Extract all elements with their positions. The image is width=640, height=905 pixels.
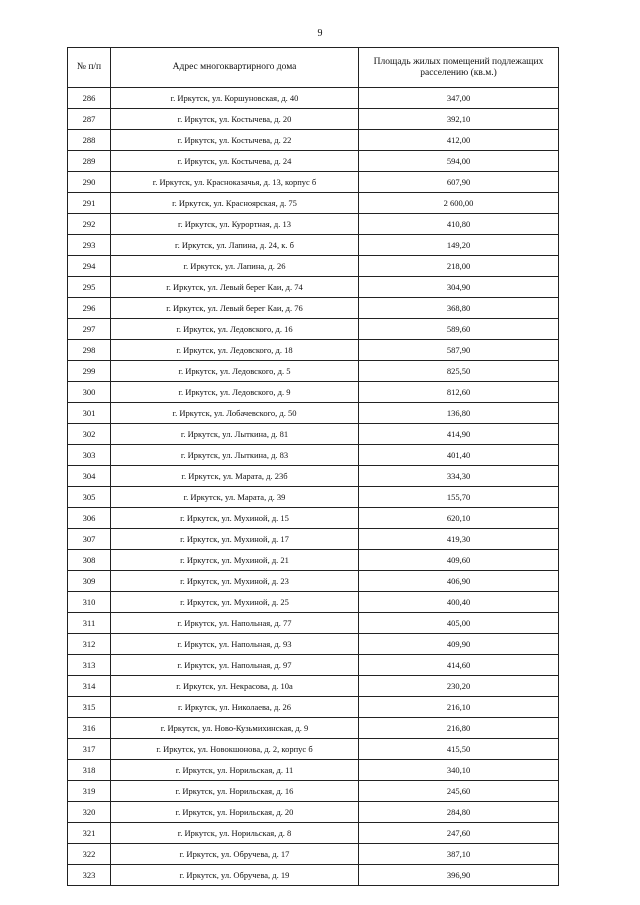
row-address: г. Иркутск, ул. Ледовского, д. 18	[111, 340, 359, 361]
row-number: 306	[68, 508, 111, 529]
row-number: 317	[68, 739, 111, 760]
table-row	[68, 529, 559, 550]
row-address: г. Иркутск, ул. Норильская, д. 11	[111, 760, 359, 781]
row-area: 812,60	[359, 382, 559, 403]
row-area: 825,50	[359, 361, 559, 382]
row-address: г. Иркутск, ул. Левый берег Каи, д. 74	[111, 277, 359, 298]
row-number: 289	[68, 151, 111, 172]
row-number: 314	[68, 676, 111, 697]
row-area: 594,00	[359, 151, 559, 172]
row-area: 2 600,00	[359, 193, 559, 214]
row-address: г. Иркутск, ул. Новокшонова, д. 2, корпус б	[111, 739, 359, 760]
row-address: г. Иркутск, ул. Костычева, д. 20	[111, 109, 359, 130]
header-row	[68, 48, 559, 88]
row-number: 305	[68, 487, 111, 508]
row-area: 392,10	[359, 109, 559, 130]
row-number: 311	[68, 613, 111, 634]
row-number: 294	[68, 256, 111, 277]
row-number: 318	[68, 760, 111, 781]
row-address: г. Иркутск, ул. Мухиной, д. 17	[111, 529, 359, 550]
row-number: 301	[68, 403, 111, 424]
header-number: № п/п	[68, 48, 111, 88]
row-number: 312	[68, 634, 111, 655]
row-area: 410,80	[359, 214, 559, 235]
row-number: 309	[68, 571, 111, 592]
row-area: 155,70	[359, 487, 559, 508]
row-number: 321	[68, 823, 111, 844]
table-row	[68, 466, 559, 487]
row-number: 291	[68, 193, 111, 214]
row-number: 295	[68, 277, 111, 298]
table-row	[68, 130, 559, 151]
row-address: г. Иркутск, ул. Костычева, д. 22	[111, 130, 359, 151]
row-number: 308	[68, 550, 111, 571]
row-area: 368,80	[359, 298, 559, 319]
table-row	[68, 592, 559, 613]
table-row	[68, 508, 559, 529]
row-address: г. Иркутск, ул. Напольная, д. 97	[111, 655, 359, 676]
row-address: г. Иркутск, ул. Николаева, д. 26	[111, 697, 359, 718]
row-address: г. Иркутск, ул. Красноказачья, д. 13, корпус б	[111, 172, 359, 193]
row-area: 414,60	[359, 655, 559, 676]
row-address: г. Иркутск, ул. Напольная, д. 93	[111, 634, 359, 655]
row-area: 412,00	[359, 130, 559, 151]
row-address: г. Иркутск, ул. Норильская, д. 8	[111, 823, 359, 844]
row-address: г. Иркутск, ул. Норильская, д. 16	[111, 781, 359, 802]
table-row	[68, 340, 559, 361]
table-row	[68, 676, 559, 697]
table-row	[68, 319, 559, 340]
row-area: 136,80	[359, 403, 559, 424]
table-row	[68, 781, 559, 802]
row-area: 304,90	[359, 277, 559, 298]
table-row	[68, 193, 559, 214]
row-number: 298	[68, 340, 111, 361]
row-area: 245,60	[359, 781, 559, 802]
table-row	[68, 655, 559, 676]
row-area: 589,60	[359, 319, 559, 340]
row-area: 218,00	[359, 256, 559, 277]
table-row	[68, 256, 559, 277]
row-area: 409,60	[359, 550, 559, 571]
row-address: г. Иркутск, ул. Ледовского, д. 9	[111, 382, 359, 403]
table-row	[68, 151, 559, 172]
row-address: г. Иркутск, ул. Ледовского, д. 16	[111, 319, 359, 340]
row-address: г. Иркутск, ул. Некрасова, д. 10а	[111, 676, 359, 697]
table-row	[68, 571, 559, 592]
row-number: 296	[68, 298, 111, 319]
table-row	[68, 550, 559, 571]
row-number: 319	[68, 781, 111, 802]
table-header	[68, 48, 559, 88]
row-number: 300	[68, 382, 111, 403]
table-row	[68, 760, 559, 781]
row-number: 320	[68, 802, 111, 823]
row-address: г. Иркутск, ул. Красноярская, д. 75	[111, 193, 359, 214]
row-address: г. Иркутск, ул. Мухиной, д. 21	[111, 550, 359, 571]
table-row	[68, 613, 559, 634]
row-address: г. Иркутск, ул. Ледовского, д. 5	[111, 361, 359, 382]
table-row	[68, 802, 559, 823]
row-area: 230,20	[359, 676, 559, 697]
row-number: 316	[68, 718, 111, 739]
row-area: 587,90	[359, 340, 559, 361]
row-address: г. Иркутск, ул. Обручева, д. 19	[111, 865, 359, 886]
row-number: 303	[68, 445, 111, 466]
row-number: 302	[68, 424, 111, 445]
row-area: 419,30	[359, 529, 559, 550]
row-number: 307	[68, 529, 111, 550]
table-row	[68, 361, 559, 382]
row-number: 322	[68, 844, 111, 865]
page-number: 9	[317, 28, 323, 39]
row-address: г. Иркутск, ул. Лапина, д. 24, к. б	[111, 235, 359, 256]
table-row	[68, 739, 559, 760]
table-row	[68, 424, 559, 445]
row-area: 415,50	[359, 739, 559, 760]
row-address: г. Иркутск, ул. Лыткина, д. 81	[111, 424, 359, 445]
row-area: 620,10	[359, 508, 559, 529]
table-body	[68, 88, 559, 886]
row-number: 287	[68, 109, 111, 130]
row-area: 406,90	[359, 571, 559, 592]
table-row	[68, 697, 559, 718]
row-number: 286	[68, 88, 111, 109]
table-row	[68, 235, 559, 256]
table-row	[68, 109, 559, 130]
row-number: 290	[68, 172, 111, 193]
row-address: г. Иркутск, ул. Лапина, д. 26	[111, 256, 359, 277]
table-row	[68, 88, 559, 109]
row-number: 288	[68, 130, 111, 151]
row-address: г. Иркутск, ул. Костычева, д. 24	[111, 151, 359, 172]
row-number: 304	[68, 466, 111, 487]
row-number: 292	[68, 214, 111, 235]
row-area: 216,10	[359, 697, 559, 718]
row-address: г. Иркутск, ул. Ново-Кузьмихинская, д. 9	[111, 718, 359, 739]
row-number: 315	[68, 697, 111, 718]
table-row	[68, 298, 559, 319]
row-address: г. Иркутск, ул. Лыткина, д. 83	[111, 445, 359, 466]
table-row	[68, 634, 559, 655]
row-area: 396,90	[359, 865, 559, 886]
row-address: г. Иркутск, ул. Мухиной, д. 23	[111, 571, 359, 592]
row-address: г. Иркутск, ул. Обручева, д. 17	[111, 844, 359, 865]
row-area: 216,80	[359, 718, 559, 739]
row-area: 414,90	[359, 424, 559, 445]
housing-registry-table	[67, 47, 559, 886]
row-address: г. Иркутск, ул. Курортная, д. 13	[111, 214, 359, 235]
header-address: Адрес многоквартирного дома	[111, 48, 359, 88]
row-number: 293	[68, 235, 111, 256]
table-row	[68, 277, 559, 298]
row-number: 297	[68, 319, 111, 340]
row-address: г. Иркутск, ул. Коршуновская, д. 40	[111, 88, 359, 109]
row-area: 149,20	[359, 235, 559, 256]
row-area: 347,00	[359, 88, 559, 109]
row-number: 323	[68, 865, 111, 886]
row-area: 405,00	[359, 613, 559, 634]
row-address: г. Иркутск, ул. Марата, д. 23б	[111, 466, 359, 487]
row-area: 409,90	[359, 634, 559, 655]
row-address: г. Иркутск, ул. Мухиной, д. 25	[111, 592, 359, 613]
row-address: г. Иркутск, ул. Напольная, д. 77	[111, 613, 359, 634]
row-number: 310	[68, 592, 111, 613]
table-row	[68, 214, 559, 235]
table-row	[68, 403, 559, 424]
table-row	[68, 718, 559, 739]
row-number: 299	[68, 361, 111, 382]
table-row	[68, 823, 559, 844]
row-address: г. Иркутск, ул. Норильская, д. 20	[111, 802, 359, 823]
row-area: 247,60	[359, 823, 559, 844]
row-area: 400,40	[359, 592, 559, 613]
row-area: 387,10	[359, 844, 559, 865]
table-row	[68, 445, 559, 466]
row-address: г. Иркутск, ул. Мухиной, д. 15	[111, 508, 359, 529]
table-row	[68, 865, 559, 886]
row-area: 607,90	[359, 172, 559, 193]
row-area: 284,80	[359, 802, 559, 823]
row-area: 334,30	[359, 466, 559, 487]
table-row	[68, 844, 559, 865]
table-row	[68, 172, 559, 193]
table-row	[68, 382, 559, 403]
header-area: Площадь жилых помещений подлежащих расселению (кв.м.)	[359, 48, 559, 88]
row-number: 313	[68, 655, 111, 676]
table-row	[68, 487, 559, 508]
row-address: г. Иркутск, ул. Лобачевского, д. 50	[111, 403, 359, 424]
row-address: г. Иркутск, ул. Марата, д. 39	[111, 487, 359, 508]
row-address: г. Иркутск, ул. Левый берег Каи, д. 76	[111, 298, 359, 319]
row-area: 401,40	[359, 445, 559, 466]
row-area: 340,10	[359, 760, 559, 781]
